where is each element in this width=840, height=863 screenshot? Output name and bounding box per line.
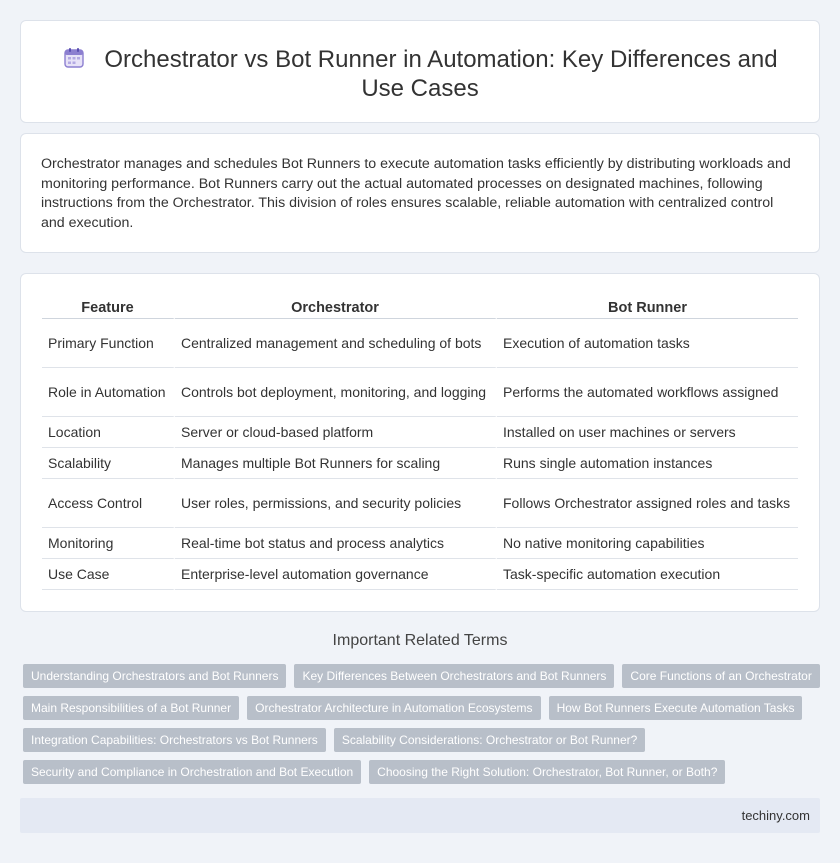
- table-row: [42, 479, 798, 528]
- related-term-tag[interactable]: Orchestrator Architecture in Automation Ecosystems: [247, 696, 540, 720]
- row-orchestrator: Enterprise-level automation governance: [175, 559, 497, 590]
- related-term-tag[interactable]: Scalability Considerations: Orchestrator or Bot Runner?: [334, 728, 645, 752]
- row-feature: Monitoring: [42, 528, 175, 559]
- row-bot-runner: Task-specific automation execution: [497, 559, 798, 590]
- related-term-tag[interactable]: Security and Compliance in Orchestration and Bot Execution: [23, 760, 361, 784]
- title-card: [20, 20, 820, 123]
- related-term-tag[interactable]: Core Functions of an Orchestrator: [622, 664, 819, 688]
- row-orchestrator: Controls bot deployment, monitoring, and logging: [175, 368, 497, 417]
- intro-paragraph: Orchestrator manages and schedules Bot Runners to execute automation tasks efficiently by distributing workloads and monitoring performance. Bot Runners carry out the actual automated processes on designated machines, following instructions from the Orchestrator. This division of roles ensures scalable, reliable automation with centralized control and execution.: [41, 156, 791, 231]
- related-term-tag[interactable]: Choosing the Right Solution: Orchestrator, Bot Runner, or Both?: [369, 760, 725, 784]
- row-bot-runner: No native monitoring capabilities: [497, 528, 798, 559]
- row-bot-runner: Runs single automation instances: [497, 448, 798, 479]
- table-row: [42, 417, 798, 448]
- calendar-icon: [62, 46, 86, 70]
- row-orchestrator: Server or cloud-based platform: [175, 417, 497, 448]
- table-row: [42, 559, 798, 590]
- comparison-table: [42, 297, 798, 590]
- row-feature: Role in Automation: [42, 368, 175, 417]
- related-term-tag[interactable]: Key Differences Between Orchestrators and Bot Runners: [294, 664, 614, 688]
- intro-card: [20, 133, 820, 253]
- table-header-row: [42, 297, 798, 319]
- related-term-tag[interactable]: Integration Capabilities: Orchestrators vs Bot Runners: [23, 728, 326, 752]
- row-feature: Scalability: [42, 448, 175, 479]
- page-title: Orchestrator vs Bot Runner in Automation: Key Differences and Use Cases: [104, 46, 778, 102]
- header-bot-runner: Bot Runner: [497, 297, 798, 319]
- row-feature: Use Case: [42, 559, 175, 590]
- row-orchestrator: Manages multiple Bot Runners for scaling: [175, 448, 497, 479]
- row-bot-runner: Follows Orchestrator assigned roles and tasks: [497, 479, 798, 528]
- related-term-tag[interactable]: Understanding Orchestrators and Bot Runners: [23, 664, 286, 688]
- row-bot-runner: Installed on user machines or servers: [497, 417, 798, 448]
- table-row: [42, 319, 798, 368]
- row-orchestrator: Real-time bot status and process analytics: [175, 528, 497, 559]
- related-term-tag[interactable]: How Bot Runners Execute Automation Tasks: [549, 696, 803, 720]
- row-feature: Location: [42, 417, 175, 448]
- header-orchestrator: Orchestrator: [175, 297, 497, 319]
- footer: [20, 798, 820, 833]
- table-row: [42, 448, 798, 479]
- header-feature: Feature: [42, 297, 175, 319]
- table-row: [42, 528, 798, 559]
- related-terms-tags: [23, 664, 823, 792]
- row-orchestrator: User roles, permissions, and security policies: [175, 479, 497, 528]
- comparison-card: [20, 273, 820, 612]
- related-terms-title: Important Related Terms: [332, 632, 508, 649]
- row-bot-runner: Performs the automated workflows assigned: [497, 368, 798, 417]
- row-bot-runner: Execution of automation tasks: [497, 319, 798, 368]
- row-feature: Primary Function: [42, 319, 175, 368]
- related-term-tag[interactable]: Main Responsibilities of a Bot Runner: [23, 696, 239, 720]
- row-feature: Access Control: [42, 479, 175, 528]
- row-orchestrator: Centralized management and scheduling of bots: [175, 319, 497, 368]
- table-row: [42, 368, 798, 417]
- footer-site-link[interactable]: techiny.com: [741, 808, 810, 823]
- page-title-wrap: [61, 45, 779, 103]
